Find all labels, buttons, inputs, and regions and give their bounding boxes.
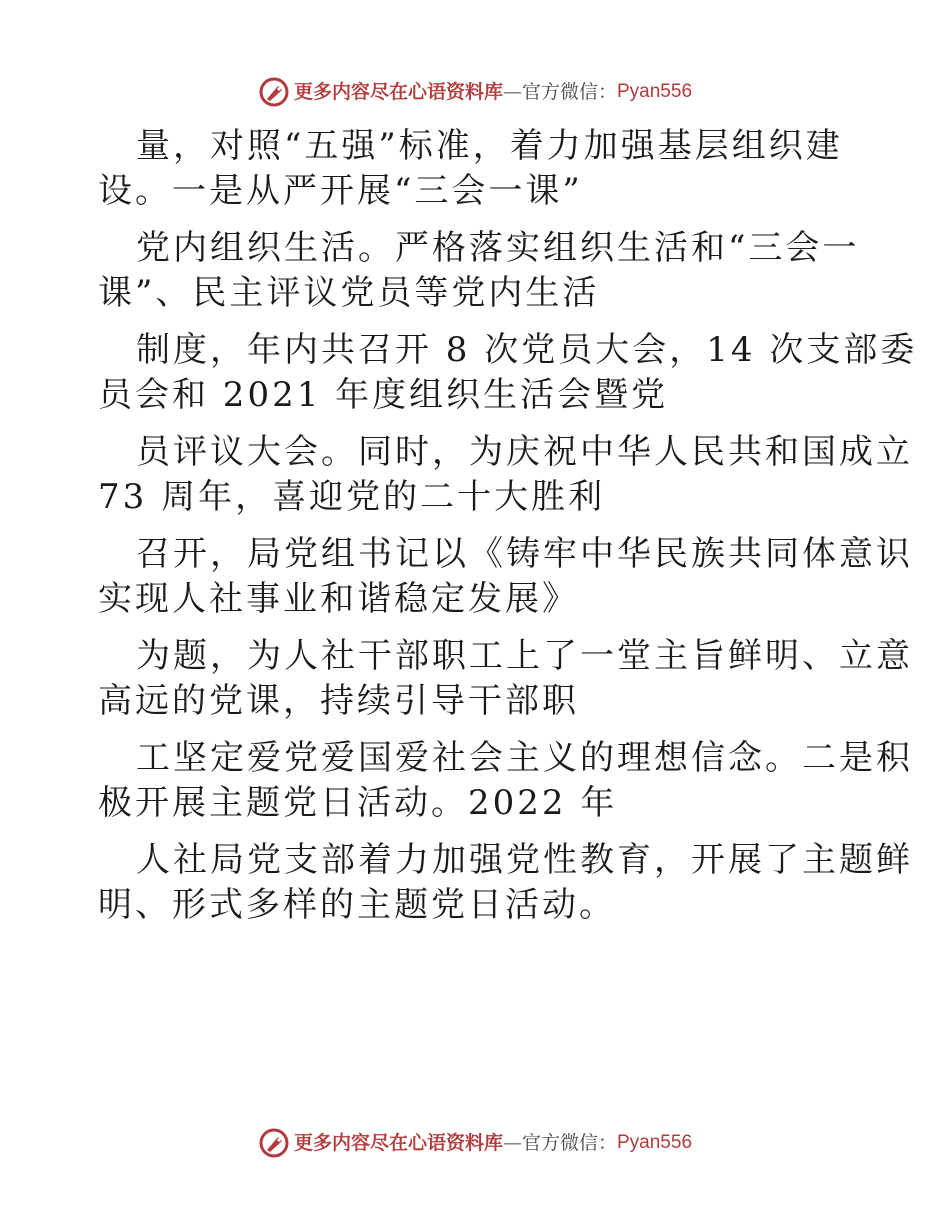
paragraph-line: 员评议大会。同时，为庆祝中华人民共和国成立 — [136, 432, 913, 472]
paragraph-line: 73 周年，喜迎党的二十大胜利 — [98, 477, 606, 517]
watermark-text: 更多内容尽在心语资料库 — [293, 1132, 503, 1154]
paragraph-line: 召开，局党组书记以《铸牢中华民族共同体意识 — [136, 534, 913, 574]
paragraph-line: 为题，为人社干部职工上了一堂主旨鲜明、立意 — [136, 636, 913, 676]
paragraph-line: 制度，年内共召开 8 次党员大会，14 次支部委 — [136, 330, 918, 370]
watermark-dash: — — [502, 1132, 522, 1154]
watermark-text: 更多内容尽在心语资料库 — [293, 81, 503, 103]
paragraph-line: 高远的党课，持续引导干部职 — [98, 681, 579, 721]
paragraph-line: 员会和 2021 年度组织生活会暨党 — [98, 375, 669, 415]
watermark-label: 官方微信： — [521, 1132, 617, 1154]
pen-nib-circle-logo-icon — [258, 76, 290, 108]
watermark-label: 官方微信： — [521, 81, 617, 103]
paragraph-line: 极开展主题党日活动。2022 年 — [98, 783, 618, 823]
paragraph-line: 党内组织生活。严格落实组织生活和“三会一 — [136, 228, 860, 268]
paragraph-line: 设。一是从严开展“三会一课” — [98, 171, 583, 211]
paragraph-line: 明、形式多样的主题党日活动。 — [98, 885, 616, 925]
watermark-wechat-id: Pyan556 — [617, 81, 693, 102]
watermark-wechat-id: Pyan556 — [617, 1132, 693, 1153]
paragraph-line: 课”、民主评议党员等党内生活 — [98, 273, 600, 313]
paragraph-line: 量，对照“五强”标准，着力加强基层组织建 — [136, 126, 843, 166]
watermark-dash: — — [502, 81, 522, 103]
paragraph-line: 人社局党支部着力加强党性教育，开展了主题鲜 — [136, 840, 913, 880]
header-watermark — [0, 76, 950, 108]
document-body — [98, 124, 918, 928]
paragraph-line: 实现人社事业和谐稳定发展》 — [98, 579, 579, 619]
pen-nib-circle-logo-icon — [258, 1127, 290, 1159]
paragraph-line: 工坚定爱党爱国爱社会主义的理想信念。二是积 — [136, 738, 913, 778]
footer-watermark — [0, 1127, 950, 1159]
